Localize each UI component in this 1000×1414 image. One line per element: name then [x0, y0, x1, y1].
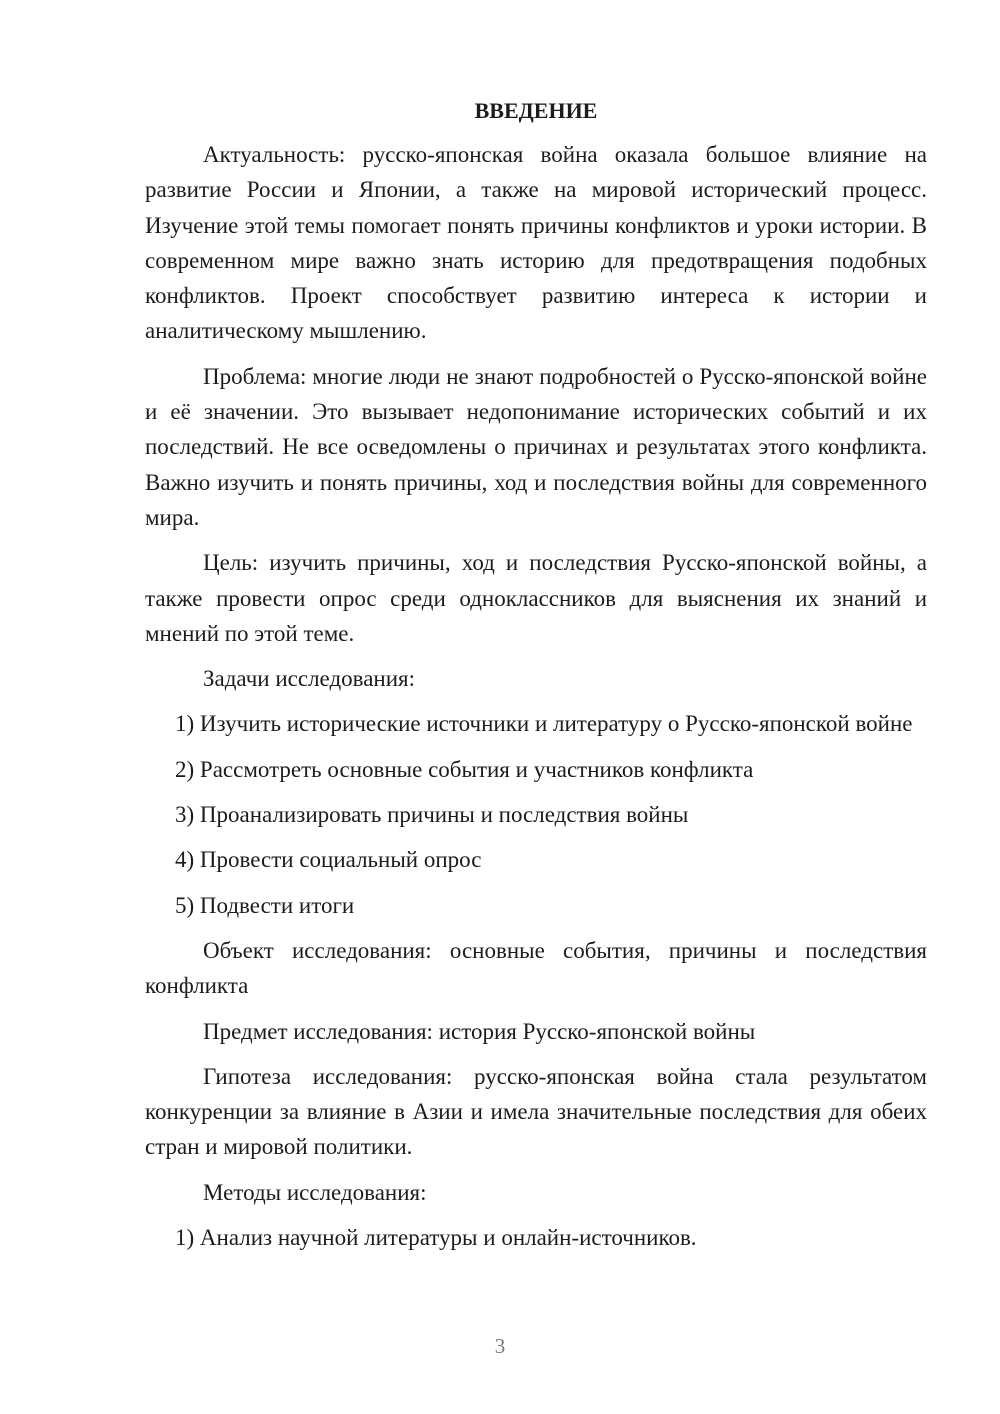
- problem-paragraph: Проблема: многие люди не знают подробностей о Русско-японской войне и её значении. Это вызывает недопонимание исторических событий и их последствий. Не все осведомлены о причинах и результатах этого конфликта. Важно изучить и понять причины, ход и последствия войны для современного мира.: [145, 363, 927, 530]
- page-title: ВВЕДЕНИЕ: [474, 98, 598, 123]
- task-item-2: 2) Рассмотреть основные события и участников конфликта: [175, 756, 754, 782]
- task-item-5: 5) Подвести итоги: [175, 892, 355, 918]
- tasks-heading: Задачи исследования:: [203, 666, 416, 692]
- method-item-1: 1) Анализ научной литературы и онлайн-источников.: [175, 1225, 697, 1251]
- task-item-3: 3) Проанализировать причины и последствия войны: [175, 802, 689, 828]
- goal-paragraph: Цель: изучить причины, ход и последствия Русско-японской войны, а также провести опрос среди одноклассников для выяснения их знаний и мнений по этой теме.: [145, 550, 927, 646]
- subject-paragraph: Предмет исследования: история Русско-японской войны: [203, 1018, 756, 1044]
- methods-heading: Методы исследования:: [203, 1179, 427, 1205]
- page-number: 3: [494, 1334, 506, 1358]
- document-body: [145, 93, 927, 1255]
- object-paragraph: Объект исследования: основные события, причины и последствия конфликта: [145, 937, 927, 999]
- task-item-1: 1) Изучить исторические источники и литературу о Русско-японской войне: [175, 711, 913, 737]
- task-item-4: 4) Провести социальный опрос: [175, 847, 482, 873]
- relevance-paragraph: Актуальность: русско-японская война оказала большое влияние на развитие России и Японии, а также на мировой исторический процесс. Изучение этой темы помогает понять причины конфликтов и уроки истории. В современном мире важно знать историю для предотвращения подобных конфликтов. Проект способствует развитию интереса к истории и аналитическому мышлению.: [145, 142, 927, 344]
- hypothesis-paragraph: Гипотеза исследования: русско-японская война стала результатом конкуренции за влияние в Азии и имела значительные последствия для обеих стран и мировой политики.: [145, 1063, 927, 1160]
